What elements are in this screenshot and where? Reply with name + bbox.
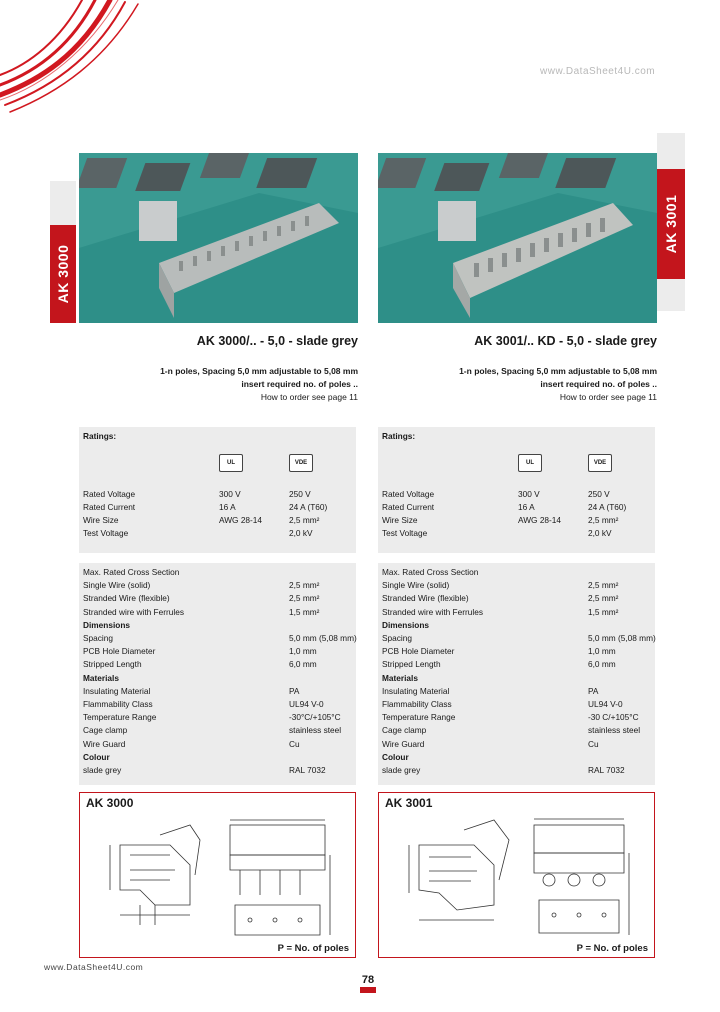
product-title-ak3001: AK 3001/.. KD - 5,0 - slade grey — [474, 334, 657, 348]
rating-label: Test Voltage — [83, 528, 129, 538]
drawing-panel-ak3001 — [378, 792, 655, 958]
rating-value-2: 2,5 mm² — [588, 515, 619, 525]
spec-value: -30 C/+105°C — [588, 712, 639, 723]
product-desc-ak3000 — [79, 365, 358, 404]
desc-line-2: insert required no. of poles .. — [540, 379, 657, 389]
rating-value-2: 250 V — [588, 489, 610, 499]
spec-label: Stranded Wire (flexible) — [382, 593, 469, 604]
page-number-bar — [360, 987, 376, 993]
spec-value: 2,5 mm² — [289, 580, 320, 591]
spec-value: -30°C/+105°C — [289, 712, 341, 723]
desc-line-1: 1-n poles, Spacing 5,0 mm adjustable to 5,08 mm — [160, 366, 358, 376]
spec-label: Spacing — [382, 633, 412, 643]
brand-swoosh-graphic — [0, 0, 150, 120]
product-photo-ak3001 — [378, 153, 657, 323]
rating-label: Rated Voltage — [382, 489, 435, 499]
spec-value: 1,5 mm² — [289, 606, 320, 617]
spec-value: RAL 7032 — [289, 765, 326, 775]
rating-label: Rated Current — [83, 502, 136, 512]
header-url: www.DataSheet4U.com — [540, 66, 656, 77]
rating-label: Rated Current — [382, 502, 435, 512]
spec-label: slade grey — [83, 765, 122, 775]
spec-value: UL94 V-0 — [289, 699, 324, 709]
desc-line-2: insert required no. of poles .. — [241, 379, 358, 389]
spec-value: 5,0 mm (5,08 mm) — [588, 633, 656, 643]
order-link[interactable]: How to order see page 11 — [260, 392, 358, 402]
spec-label: Insulating Material — [83, 685, 151, 696]
spec-label: slade grey — [382, 765, 421, 775]
spec-value: PA — [289, 685, 300, 696]
side-tab-right-label: AK 3001 — [663, 194, 679, 254]
desc-line-1: 1-n poles, Spacing 5,0 mm adjustable to 5,08 mm — [459, 366, 657, 376]
spec-value: 5,0 mm (5,08 mm) — [289, 633, 357, 643]
spec-label: Wire Guard — [382, 738, 425, 749]
vde-cert-icon: VDE — [588, 454, 612, 472]
spec-value: stainless steel — [588, 725, 641, 736]
rating-value-2: 24 A (T60) — [588, 502, 627, 512]
spec-section-heading: Colour — [83, 751, 110, 762]
spec-section-heading: Dimensions — [83, 619, 131, 630]
spec-section-heading: Materials — [83, 672, 119, 683]
side-tab-left-label: AK 3000 — [55, 244, 71, 304]
spec-value: Cu — [588, 738, 599, 749]
spec-value: PA — [588, 685, 599, 696]
ratings-panel-ak3001 — [378, 427, 655, 553]
rating-value-2: 24 A (T60) — [289, 502, 328, 512]
ratings-heading: Ratings: — [382, 431, 416, 441]
rating-label: Rated Voltage — [83, 489, 136, 499]
spec-section-heading: Dimensions — [382, 619, 430, 630]
spec-label: Stranded Wire (flexible) — [83, 593, 170, 604]
drawing-title: AK 3000 — [86, 796, 134, 810]
spec-label: Stripped Length — [83, 659, 142, 670]
rating-value-2: 250 V — [289, 489, 311, 499]
rating-value-2: 2,0 kV — [588, 528, 612, 538]
rating-value-2: 2,5 mm² — [289, 515, 320, 525]
spec-section-heading: Materials — [382, 672, 418, 683]
side-tab-left — [50, 181, 76, 323]
ratings-panel-ak3000 — [79, 427, 356, 553]
spec-label: Stripped Length — [382, 659, 441, 670]
product-desc-ak3001 — [378, 365, 657, 404]
rating-label: Wire Size — [382, 515, 418, 525]
spec-label: Flammability Class — [382, 699, 452, 709]
drawing-panel-ak3000 — [79, 792, 356, 958]
page-number: 78 — [361, 974, 375, 986]
spec-label: Max. Rated Cross Section — [382, 567, 479, 577]
vde-cert-icon: VDE — [289, 454, 313, 472]
rating-value-2: 2,0 kV — [289, 528, 313, 538]
spec-value: 2,5 mm² — [588, 580, 619, 591]
spec-value: Cu — [289, 738, 300, 749]
spec-value: 6,0 mm — [588, 659, 616, 670]
spec-label: Single Wire (solid) — [83, 580, 151, 591]
spec-label: Cage clamp — [382, 725, 427, 736]
rating-value-1: AWG 28-14 — [518, 515, 562, 525]
order-link[interactable]: How to order see page 11 — [559, 392, 657, 402]
spec-label: Flammability Class — [83, 699, 153, 709]
spec-label: Wire Guard — [83, 738, 126, 749]
dimension-drawing-ak3000 — [100, 815, 340, 945]
rating-value-1: 16 A — [219, 502, 236, 512]
spec-value: stainless steel — [289, 725, 342, 736]
spec-label: PCB Hole Diameter — [83, 646, 156, 657]
spec-label: Temperature Range — [83, 712, 157, 723]
spec-value: RAL 7032 — [588, 765, 625, 775]
spec-section-heading: Colour — [382, 751, 409, 762]
spec-value: 1,5 mm² — [588, 606, 619, 617]
product-photo-ak3000 — [79, 153, 358, 323]
spec-value: UL94 V-0 — [588, 699, 623, 709]
poles-note: P = No. of poles — [576, 943, 648, 954]
rating-value-1: 16 A — [518, 502, 535, 512]
spec-value: 6,0 mm — [289, 659, 317, 670]
specs-panel-ak3001 — [378, 563, 655, 785]
spec-value: 2,5 mm² — [588, 593, 619, 604]
spec-value: 2,5 mm² — [289, 593, 320, 604]
spec-label: Insulating Material — [382, 685, 450, 696]
specs-panel-ak3000 — [79, 563, 356, 785]
rating-value-1: 300 V — [219, 489, 241, 499]
spec-value: 1,0 mm — [289, 646, 317, 657]
rating-value-1: 300 V — [518, 489, 540, 499]
ul-cert-icon: UL — [518, 454, 542, 472]
ratings-heading: Ratings: — [83, 431, 117, 441]
footer-url[interactable]: www.DataSheet4U.com — [44, 962, 144, 972]
spec-label: Max. Rated Cross Section — [83, 567, 180, 577]
side-tab-right — [657, 133, 685, 311]
rating-value-1: AWG 28-14 — [219, 515, 263, 525]
drawing-title: AK 3001 — [385, 796, 433, 810]
poles-note: P = No. of poles — [277, 943, 349, 954]
dimension-drawing-ak3001 — [399, 815, 639, 945]
spec-label: Cage clamp — [83, 725, 128, 736]
spec-label: Spacing — [83, 633, 113, 643]
spec-label: Stranded wire with Ferrules — [382, 606, 483, 617]
spec-label: Stranded wire with Ferrules — [83, 606, 184, 617]
spec-label: Temperature Range — [382, 712, 456, 723]
rating-label: Test Voltage — [382, 528, 428, 538]
ul-cert-icon: UL — [219, 454, 243, 472]
rating-label: Wire Size — [83, 515, 119, 525]
spec-label: Single Wire (solid) — [382, 580, 450, 591]
spec-label: PCB Hole Diameter — [382, 646, 455, 657]
product-title-ak3000: AK 3000/.. - 5,0 - slade grey — [196, 334, 358, 348]
spec-value: 1,0 mm — [588, 646, 616, 657]
